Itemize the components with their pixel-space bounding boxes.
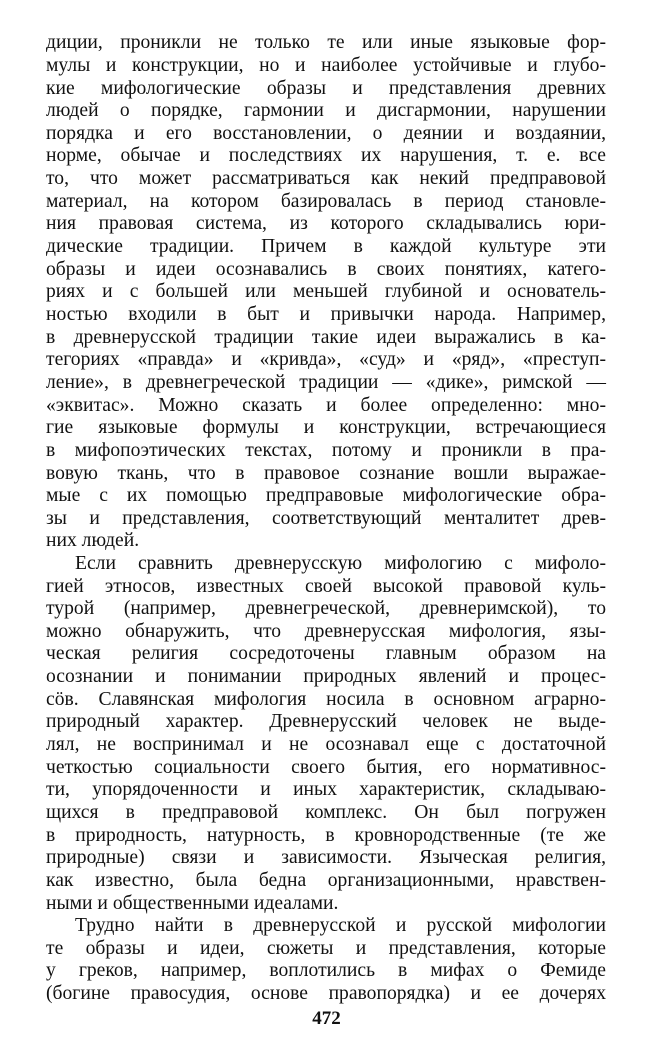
text-line: «эквитас». Можно сказать и более определенно: мно-: [46, 395, 606, 416]
text-line: вовую ткань, что в правовое сознание вошли выражае-: [46, 463, 606, 484]
text-line: в древнерусской традиции такие идеи выражались в ка-: [46, 327, 606, 348]
text-line: ческая религия сосредоточены главным образом на: [46, 643, 606, 664]
text-line: природный характер. Древнерусский человек не выде-: [46, 711, 606, 732]
text-line: тегориях «правда» и «кривда», «суд» и «ряд», «преступ-: [46, 349, 606, 370]
text-line: диции, проникли не только те или иные языковые фор-: [46, 32, 606, 53]
text-line: материал, на котором базировалась в период становле-: [46, 191, 606, 212]
text-line: зы и представления, соответствующий менталитет древ-: [46, 508, 606, 529]
text-line: щихся в предправовой комплекс. Он был погружен: [46, 802, 606, 823]
text-line: турой (например, древнегреческой, древнеримской), то: [46, 598, 606, 619]
text-line: ными и общественными идеалами.: [46, 893, 339, 914]
page-number: 472: [312, 1008, 341, 1029]
text-line: мулы и конструкции, но и наиболее устойчивые и глубо-: [46, 55, 606, 76]
text-line: в природность, натурность, в кровнородственные (те же: [46, 825, 606, 846]
text-line: кие мифологические образы и представления древних: [46, 78, 606, 99]
text-line: норме, обычае и последствиях их нарушения, т. е. все: [46, 145, 606, 166]
text-line: можно обнаружить, что древнерусская мифология, язы-: [46, 621, 606, 642]
text-line: в мифопоэтических текстах, потому и проникли в пра-: [46, 440, 606, 461]
text-line: (богине правосудия, основе правопорядка) и ее дочерях: [46, 983, 606, 1004]
text-line: то, что может рассматриваться как некий предправовой: [46, 168, 606, 189]
text-line: осознании и понимании природных явлений и процес-: [46, 666, 606, 687]
text-line: людей о порядке, гармонии и дисгармонии, нарушении: [46, 100, 606, 121]
text-line: природные) связи и зависимости. Языческая религия,: [46, 847, 606, 868]
text-line: ление», в древнегреческой традиции — «дике», римской —: [46, 372, 606, 393]
text-line: четкостью социальности своего бытия, его нормативнос-: [46, 757, 606, 778]
text-line: сöв. Славянская мифология носила в основном аграрно-: [46, 689, 606, 710]
text-line: как известно, была бедна организационными, нравствен-: [46, 870, 606, 891]
text-line: порядка и его восстановлении, о деянии и воздаянии,: [46, 123, 606, 144]
text-line: мые с их помощью предправовые мифологические обра-: [46, 485, 606, 506]
text-line: образы и идеи осознавались в своих понятиях, катего-: [46, 259, 606, 280]
text-line: те образы и идеи, сюжеты и представления, которые: [46, 938, 606, 959]
text-line: Если сравнить древнерусскую мифологию с мифоло-: [75, 553, 606, 574]
text-line: них людей.: [46, 530, 140, 551]
text-line: гией этносов, известных своей высокой правовой куль-: [46, 576, 606, 597]
text-line: риях и с большей или меньшей глубиной и основатель-: [46, 281, 606, 302]
text-line: ти, упорядоченности и иных характеристик, складываю-: [46, 779, 606, 800]
text-line: лял, не воспринимал и не осознавал еще с достаточной: [46, 734, 606, 755]
text-line: дические традиции. Причем в каждой культуре эти: [46, 236, 606, 257]
text-line: ностью входили в быт и привычки народа. Например,: [46, 304, 606, 325]
text-line: гие языковые формулы и конструкции, встречающиеся: [46, 417, 606, 438]
text-line: у греков, например, воплотились в мифах о Фемиде: [46, 960, 606, 981]
text-line: ния правовая система, из которого складывались юри-: [46, 213, 606, 234]
text-line: Трудно найти в древнерусской и русской мифологии: [75, 915, 606, 936]
